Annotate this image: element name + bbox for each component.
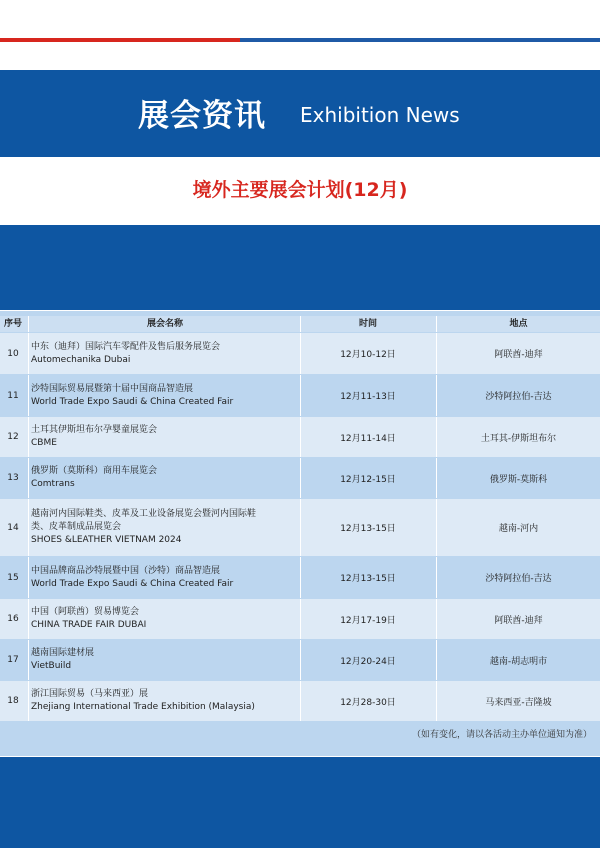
name-line: Automechanika Dubai [31,354,131,365]
row-exhibition-name [31,458,299,498]
name-line: 中国品牌商品沙特展暨中国（沙特）商品智造展 [31,565,221,576]
row-place: 越南-河内 [498,524,539,534]
row-exhibition-name [31,375,299,416]
table-row [0,499,600,556]
row-time: 12月13-15日 [340,524,396,534]
header-name: 展会名称 [146,319,183,329]
name-line: 越南河内国际鞋类、皮革及工业设备展览会暨河内国际鞋 [31,509,257,519]
name-line: 中东（迪拜）国际汽车零配件及售后服务展览会 [31,341,221,352]
row-time: 12月12-15日 [340,474,396,485]
row-place: 马来西亚-吉隆坡 [485,697,552,708]
name-line: 越南国际建材展 [31,648,95,658]
header-place: 地点 [509,319,528,329]
row-exhibition-name [31,557,299,598]
name-line: VietBuild [31,661,72,671]
name-line: Zhejiang International Trade Exhibition (Malaysia) [31,702,255,712]
name-line: CBME [31,438,57,448]
name-line: 俄罗斯（莫斯科）商用车展览会 [31,466,158,476]
row-number: 13 [7,473,19,483]
row-place: 俄罗斯-莫斯科 [489,474,548,485]
name-line: 类、皮革制成品展览会 [31,522,122,532]
row-place: 越南-胡志明市 [489,656,548,667]
exhibition-table [0,311,600,756]
table-row [0,599,600,639]
row-place: 沙特阿拉伯-吉达 [485,574,552,584]
row-number: 16 [7,614,19,624]
row-time: 12月11-13日 [340,392,396,402]
header-number: 序号 [3,319,22,329]
row-number: 11 [7,390,19,401]
name-line: Comtrans [31,479,75,489]
table-row [0,640,600,680]
row-number: 12 [7,432,19,442]
table-row [0,458,600,498]
top-rule-red [0,38,240,42]
row-number: 14 [7,522,19,533]
row-number: 18 [7,696,19,706]
plan-title: 境外主要展会计划(12月) [192,179,408,201]
decorative-blue-block [0,225,600,310]
header-time: 时间 [358,319,377,329]
row-time: 12月17-19日 [340,615,396,626]
row-exhibition-name [31,681,299,721]
row-time: 12月20-24日 [340,656,396,667]
name-line: 浙江国际贸易（马来西亚）展 [31,689,149,699]
row-number: 15 [7,572,19,583]
row-exhibition-name [31,599,299,639]
table-row [0,417,600,457]
name-line: World Trade Expo Saudi & China Created Fair [31,396,234,407]
row-place: 阿联酋-迪拜 [494,615,543,626]
name-line: 土耳其伊斯坦布尔孕婴童展览会 [31,425,158,435]
row-exhibition-name [31,333,299,374]
row-number: 10 [7,348,19,359]
row-time: 12月13-15日 [340,574,396,584]
name-line: 沙特国际贸易展暨第十届中国商品智造展 [31,383,194,394]
row-place: 沙特阿拉伯-吉达 [485,392,552,402]
table-row [0,333,600,374]
row-time: 12月10-12日 [340,350,396,360]
table-header-row [0,316,600,332]
row-time: 12月11-14日 [340,433,396,444]
table-row [0,375,600,416]
row-exhibition-name [31,640,299,680]
table-row [0,557,600,598]
name-line: CHINA TRADE FAIR DUBAI [31,620,147,630]
decorative-blue-footer [0,757,600,848]
row-exhibition-name [31,417,299,457]
name-line: 中国（阿联酋）贸易博览会 [31,607,140,617]
top-rule-blue [240,38,600,42]
section-title: 展会资讯 [138,98,266,134]
table-row [0,681,600,721]
row-place: 阿联酋-迪拜 [494,350,543,360]
row-time: 12月28-30日 [340,697,396,708]
row-number: 17 [7,655,19,665]
change-note: （如有变化，请以各活动主办单位通知为准） [411,730,592,740]
name-line: SHOES &LEATHER VIETNAM 2024 [31,535,182,545]
name-line: World Trade Expo Saudi & China Created Fair [31,578,234,589]
row-exhibition-name [31,499,299,556]
section-subtitle: Exhibition News [300,103,460,127]
row-place: 土耳其-伊斯坦布尔 [480,433,557,444]
